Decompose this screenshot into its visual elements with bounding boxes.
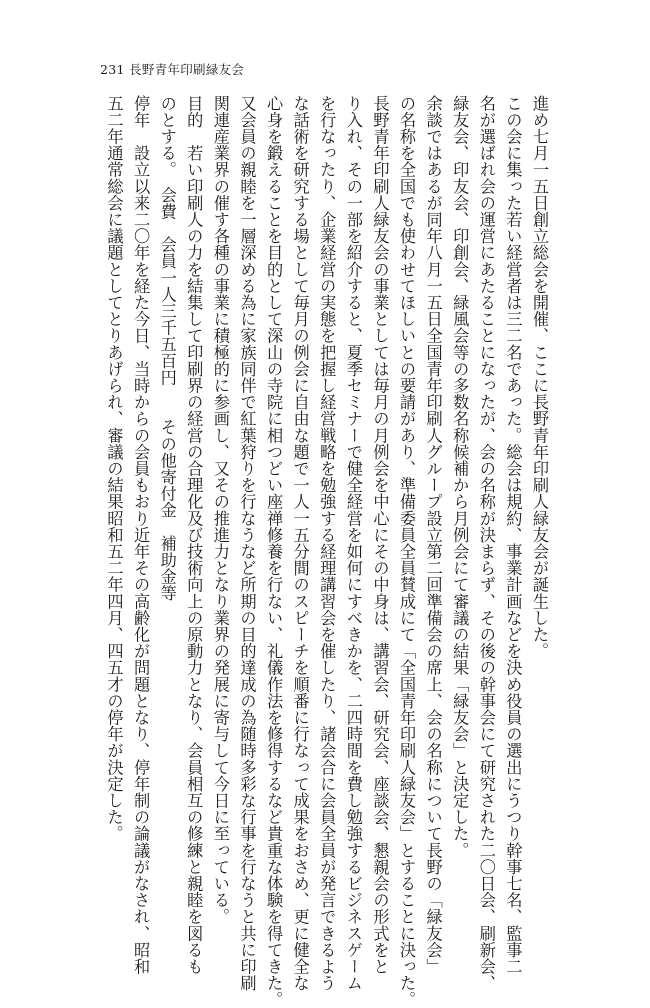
text-line: 余談ではあるが同年八月一五日全国青年印刷人グループ設立第二回準備会の席上、会の名称について長野の「緑友会」 — [423, 95, 443, 975]
text-line: 緑友会、印友会、印創会、緑風会等の多数名称候補から月例会にて審議の結果「緑友会」と決定した。 — [450, 95, 470, 859]
text-line: の名称を全国でも使わせてほしいとの要請があり、準備委員全員賛成にて「全国青年印刷人緑友会」とすることに決った。 — [397, 95, 417, 1008]
text-line: 心身を鍛えることを目的として深山の寺院に相つどい座禅修養を行ない、礼儀作法を修得するなど貴重な体験を得てきた。 — [264, 95, 284, 1008]
text-line: 又会員の親睦を一層深める為に家族同伴で紅葉狩りを行なうなど所期の目的達成の為随時多彩な行事を行なうと共に印刷 — [237, 95, 257, 992]
text-line: 名が選ばれ会の運営にあたることになったが、会の名称が決まらず、その後の幹事会にて研究された二〇日会、刷新会、 — [476, 95, 496, 992]
text-line: を行なったり、企業経営の実態を把握し経営戦略を勉強する経理講習会を催したり、諸会合に会員全員が発言できるよう — [317, 95, 337, 992]
text-line: のとする。 会費 会員一人三千五百円 その他寄付金 補助金等 — [157, 95, 177, 602]
text-line: 五二年通常総会に議題としてとりあげられ、審議の結果昭和五二年四月、四五才の停年が決定した。 — [104, 95, 124, 842]
body-text — [104, 95, 552, 1008]
text-line: 停年 設立以来二〇年を経た今日、当時からの会員もおり近年その高齢化が問題となり、停年制の論議がなされ、昭和 — [131, 95, 151, 975]
text-line: り入れ、その一部を紹介すると、夏季セミナーで健全経営を如何にすべきかを、二四時間を費し勉強するビジネスゲーム — [343, 95, 363, 992]
text-line: 長野青年印刷人緑友会の事業としては毎月の月例会を中心にその中身は、講習会、研究会、座談会、懇親会の形式をと — [370, 95, 390, 975]
text-line: 目的 若い印刷人の力を結集して印刷界の経営の合理化及び技術向上の原動力となり、会員相互の修練と親睦を図るも — [184, 95, 204, 975]
text-line: な話術を研究する場として毎月の例会に自由な題で一人一五分間のスピーチを順番に行なって成果をおさめ、更に健全な — [290, 95, 310, 992]
running-header: 231 長野青年印刷緑友会 — [100, 62, 245, 77]
text-line: 関連産業界の催す各種の事業に積極的に参画し、又その推進力となり業界の発展に寄与して今日に至っている。 — [210, 95, 230, 925]
text-line: 進め七月一五日創立総会を開催、ここに長野青年印刷人緑友会が誕生した。 — [530, 95, 549, 660]
text-line: この会に集った若い経営者は三二名であった。総会は規約、事業計画などを決め役員の選出にうつり幹事七名、監事二 — [503, 95, 523, 975]
